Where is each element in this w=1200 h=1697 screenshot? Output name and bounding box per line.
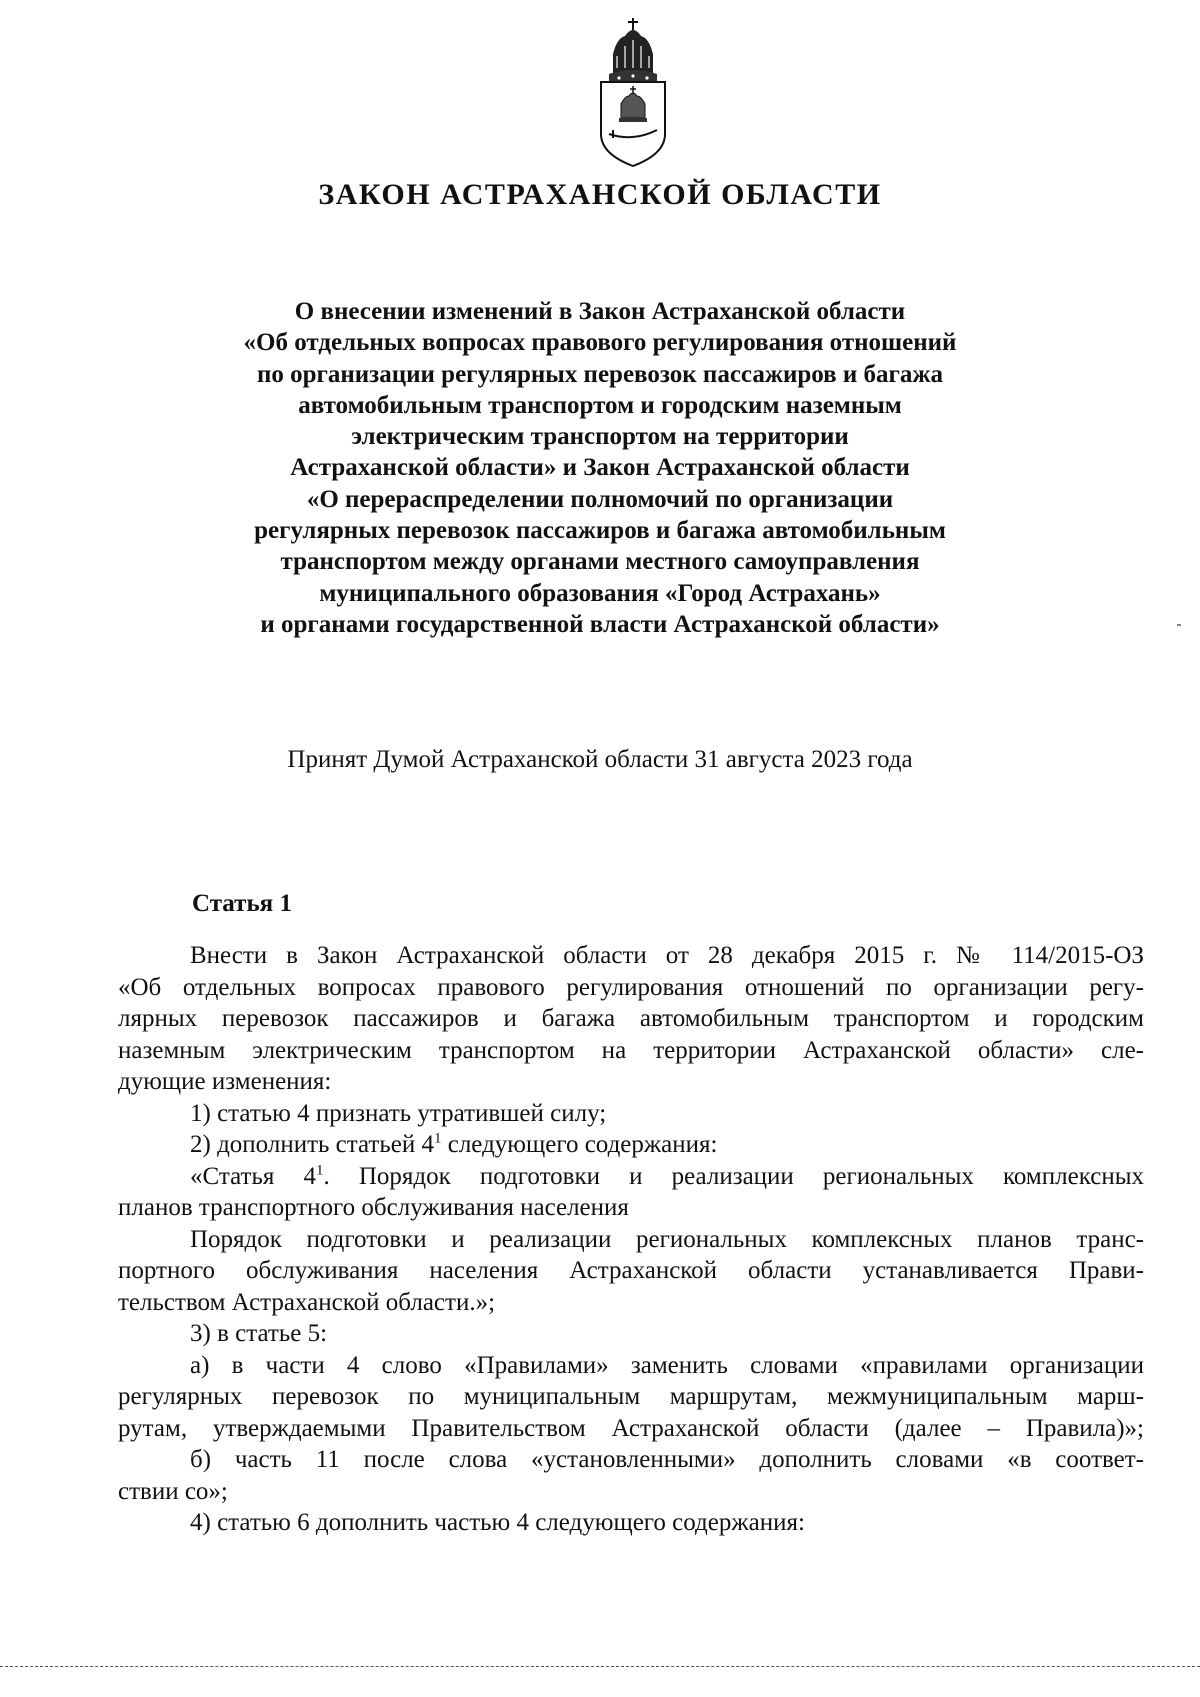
body-line: 3) в статье 5: <box>190 1320 328 1347</box>
article-heading: Статья 1 <box>192 890 292 917</box>
body-line <box>118 1161 1144 1193</box>
subtitle-line: и органами государственной власти Астраханской области» <box>260 610 940 638</box>
body-line: рутам, утверждаемыми Правительством Астраханской области (далее – Правила)»; <box>118 1414 1144 1442</box>
law-title: ЗАКОН АСТРАХАНСКОЙ ОБЛАСТИ <box>318 178 882 211</box>
body-line: Внести в Закон Астраханской области от 28 декабря 2015 г. № 114/2015-ОЗ <box>190 942 1144 969</box>
text-fragment: следующего содержания: <box>441 1131 718 1158</box>
body-line: наземным электрическим транспортом на территории Астраханской области» сле- <box>118 1036 1144 1064</box>
body-line: «Об отдельных вопросах правового регулирования отношений по организации регу- <box>118 973 1144 1001</box>
law-subtitle <box>200 296 1000 640</box>
body-line: 4) статью 6 дополнить частью 4 следующего содержания: <box>190 1509 805 1536</box>
body-line: дующие изменения: <box>118 1068 332 1095</box>
body-line: ствии со»; <box>118 1477 228 1505</box>
body-line: 1) статью 4 признать утратившей силу; <box>190 1099 607 1127</box>
text-fragment: 2) дополнить статьей 4 <box>190 1131 434 1158</box>
subtitle-line: регулярных перевозок пассажиров и багажа автомобильным <box>254 517 946 545</box>
coat-of-arms-emblem <box>595 16 671 168</box>
article-body <box>118 940 1144 1539</box>
text-fragment: «Статья 4 <box>190 1162 316 1190</box>
subtitle-line: О внесении изменений в Закон Астраханской области <box>294 298 906 325</box>
body-line: лярных перевозок пассажиров и багажа автомобильным транспортом и городским <box>118 1005 1144 1032</box>
subtitle-line: по организации регулярных перевозок пассажиров и багажа <box>256 360 944 388</box>
text-fragment: . Порядок подготовки и реализации региональных комплексных <box>323 1162 1144 1190</box>
body-line <box>118 1129 1144 1161</box>
body-line: портного обслуживания населения Астраханской области устанавливается Прави- <box>118 1257 1144 1284</box>
subtitle-line: Астраханской области» и Закон Астраханской области <box>290 454 910 482</box>
body-line: планов транспортного обслуживания населения <box>118 1194 629 1221</box>
subtitle-line: электрическим транспортом на территории <box>351 423 849 451</box>
body-line: а) в части 4 слово «Правилами» заменить словами «правилами организации <box>190 1351 1144 1379</box>
subtitle-line: автомобильным транспортом и городским наземным <box>298 391 902 419</box>
scan-mark <box>1177 624 1181 626</box>
body-line: регулярных перевозок по муниципальным маршрутам, межмуниципальным марш- <box>118 1383 1144 1410</box>
subtitle-line: транспортом между органами местного самоуправления <box>280 548 920 576</box>
superscript: 1 <box>433 1130 442 1147</box>
subtitle-line: «О перераспределении полномочий по организации <box>306 485 894 513</box>
body-line: Порядок подготовки и реализации региональных комплексных планов транс- <box>190 1225 1144 1253</box>
body-line: б) часть 11 после слова «установленными» дополнить словами «в соответ- <box>190 1446 1144 1473</box>
page-bottom-rule <box>0 1666 1200 1667</box>
subtitle-line: муниципального образования «Город Астрахань» <box>319 579 881 607</box>
superscript: 1 <box>315 1162 324 1179</box>
adoption-date-line: Принят Думой Астраханской области 31 августа 2023 года <box>287 746 913 773</box>
subtitle-line: «Об отдельных вопросах правового регулирования отношений <box>243 329 957 357</box>
body-line: тельством Астраханской области.»; <box>118 1288 496 1316</box>
